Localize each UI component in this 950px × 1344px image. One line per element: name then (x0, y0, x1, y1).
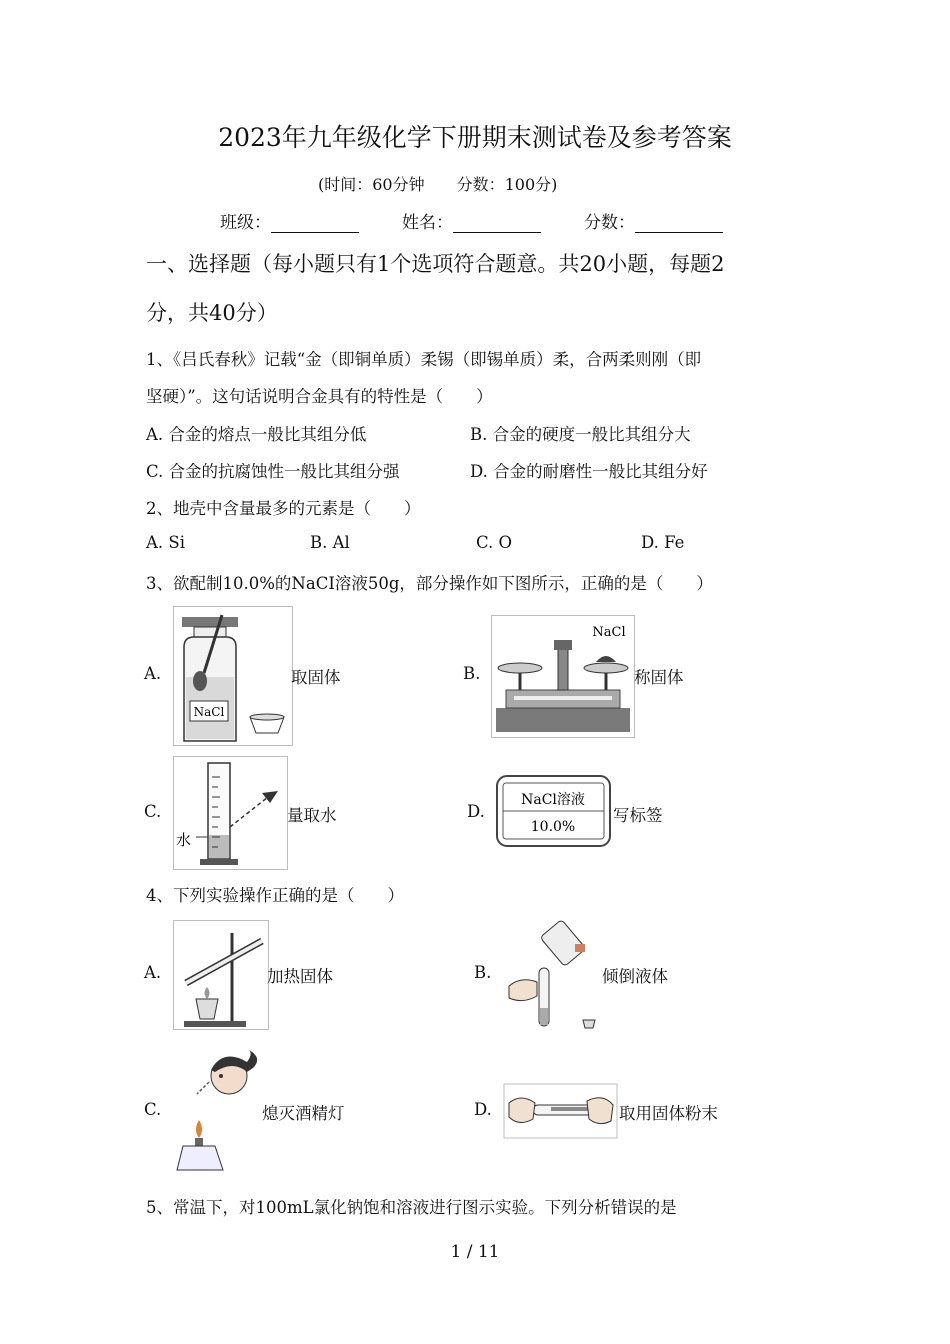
graduated-cylinder-icon (174, 757, 287, 869)
heating-solid-apparatus-icon (174, 921, 268, 1029)
q4-figure-d (503, 1083, 618, 1139)
score-label: 分数： (584, 213, 635, 233)
score-blank (635, 212, 723, 233)
section-heading-line2: 分，共40分） (146, 301, 278, 325)
q1-option-b: B. 合金的硬度一般比其组分大 (470, 425, 691, 444)
q5-stem: 5、常温下，对100mL氯化钠饱和溶液进行图示实验。下列分析错误的是 (146, 1198, 677, 1217)
q1-option-a: A. 合金的熔点一般比其组分低 (146, 425, 367, 444)
q4-option-d-text: 取用固体粉末 (619, 1104, 718, 1123)
q4-option-a-text: 加热固体 (267, 967, 333, 986)
extinguish-alcohol-lamp-icon (173, 1048, 261, 1174)
q4-figure-c (173, 1048, 261, 1174)
q1-option-c: C. 合金的抗腐蚀性一般比其组分强 (146, 462, 400, 481)
reagent-bottle-spoon-icon (174, 607, 292, 745)
q4-stem: 4、下列实验操作正确的是（ ） (146, 886, 404, 905)
q3-letter-c: C. (144, 802, 162, 821)
section-heading-line1: 一、选择题（每小题只有1个选项符合题意。共20小题，每题2 (146, 252, 725, 276)
q3-letter-b: B. (463, 664, 481, 683)
q4-figure-b (503, 916, 601, 1032)
q1-stem-line1: 1、《吕氏春秋》记载“金（即铜单质）柔锡（即锡单质）柔，合两柔则刚（即 (146, 350, 702, 369)
q3-figure-c (173, 756, 288, 870)
label-concentration: 10.0% (530, 819, 576, 835)
q4-option-b-text: 倾倒液体 (602, 967, 668, 986)
q3-option-a-text: 取固体 (291, 668, 341, 687)
q3-figure-a (173, 606, 293, 746)
q4-figure-a (173, 920, 269, 1030)
bottle-label: NaCl (193, 705, 225, 719)
score-info: 分数：100分) (456, 175, 558, 194)
q2-stem: 2、地壳中含量最多的元素是（ ） (146, 499, 421, 518)
page-title: 2023年九年级化学下册期末测试卷及参考答案 (218, 123, 732, 152)
name-blank (453, 212, 541, 233)
exam-meta (318, 172, 557, 195)
page-number: 1 / 11 (450, 1242, 500, 1262)
solid-powder-test-tube-icon (503, 1083, 618, 1139)
q3-figure-b (491, 615, 635, 738)
q4-letter-d: D. (474, 1100, 492, 1119)
q2-option-a: A. Si (146, 533, 185, 552)
class-label: 班级： (220, 213, 271, 233)
class-blank (271, 212, 359, 233)
q4-letter-a: A. (144, 963, 162, 982)
q4-letter-b: B. (474, 963, 492, 982)
q3-stem: 3、欲配制10.0%的NaCI溶液50g，部分操作如下图所示，正确的是（ ） (146, 574, 713, 593)
q3-option-b-text: 称固体 (634, 668, 684, 687)
name-field (402, 208, 541, 233)
q3-figure-d (496, 775, 611, 847)
pouring-liquid-icon (503, 916, 601, 1032)
score-field (584, 208, 723, 233)
q2-option-c: C. O (476, 533, 513, 552)
q4-letter-c: C. (144, 1100, 162, 1119)
q2-option-b: B. Al (310, 533, 350, 552)
label-solution-name: NaCl溶液 (521, 792, 585, 808)
q3-option-c-text: 量取水 (287, 806, 337, 825)
q1-stem-line2: 坚硬）”。这句话说明合金具有的特性是（ ） (146, 387, 493, 406)
q4-option-c-text: 熄灭酒精灯 (262, 1104, 345, 1123)
q3-letter-d: D. (467, 802, 485, 821)
class-field (220, 208, 359, 233)
balance-scale-icon (492, 616, 634, 737)
q3-letter-a: A. (144, 664, 162, 683)
q1-option-d: D. 合金的耐磨性一般比其组分好 (470, 462, 708, 481)
name-label: 姓名： (402, 213, 453, 233)
time-info: (时间：60分钟 (318, 175, 425, 194)
q3-option-d-text: 写标签 (613, 806, 663, 825)
balance-label: NaCl (592, 625, 626, 640)
bottle-label-icon (496, 775, 611, 847)
water-label: 水 (176, 831, 192, 849)
q2-option-d: D. Fe (641, 533, 685, 552)
